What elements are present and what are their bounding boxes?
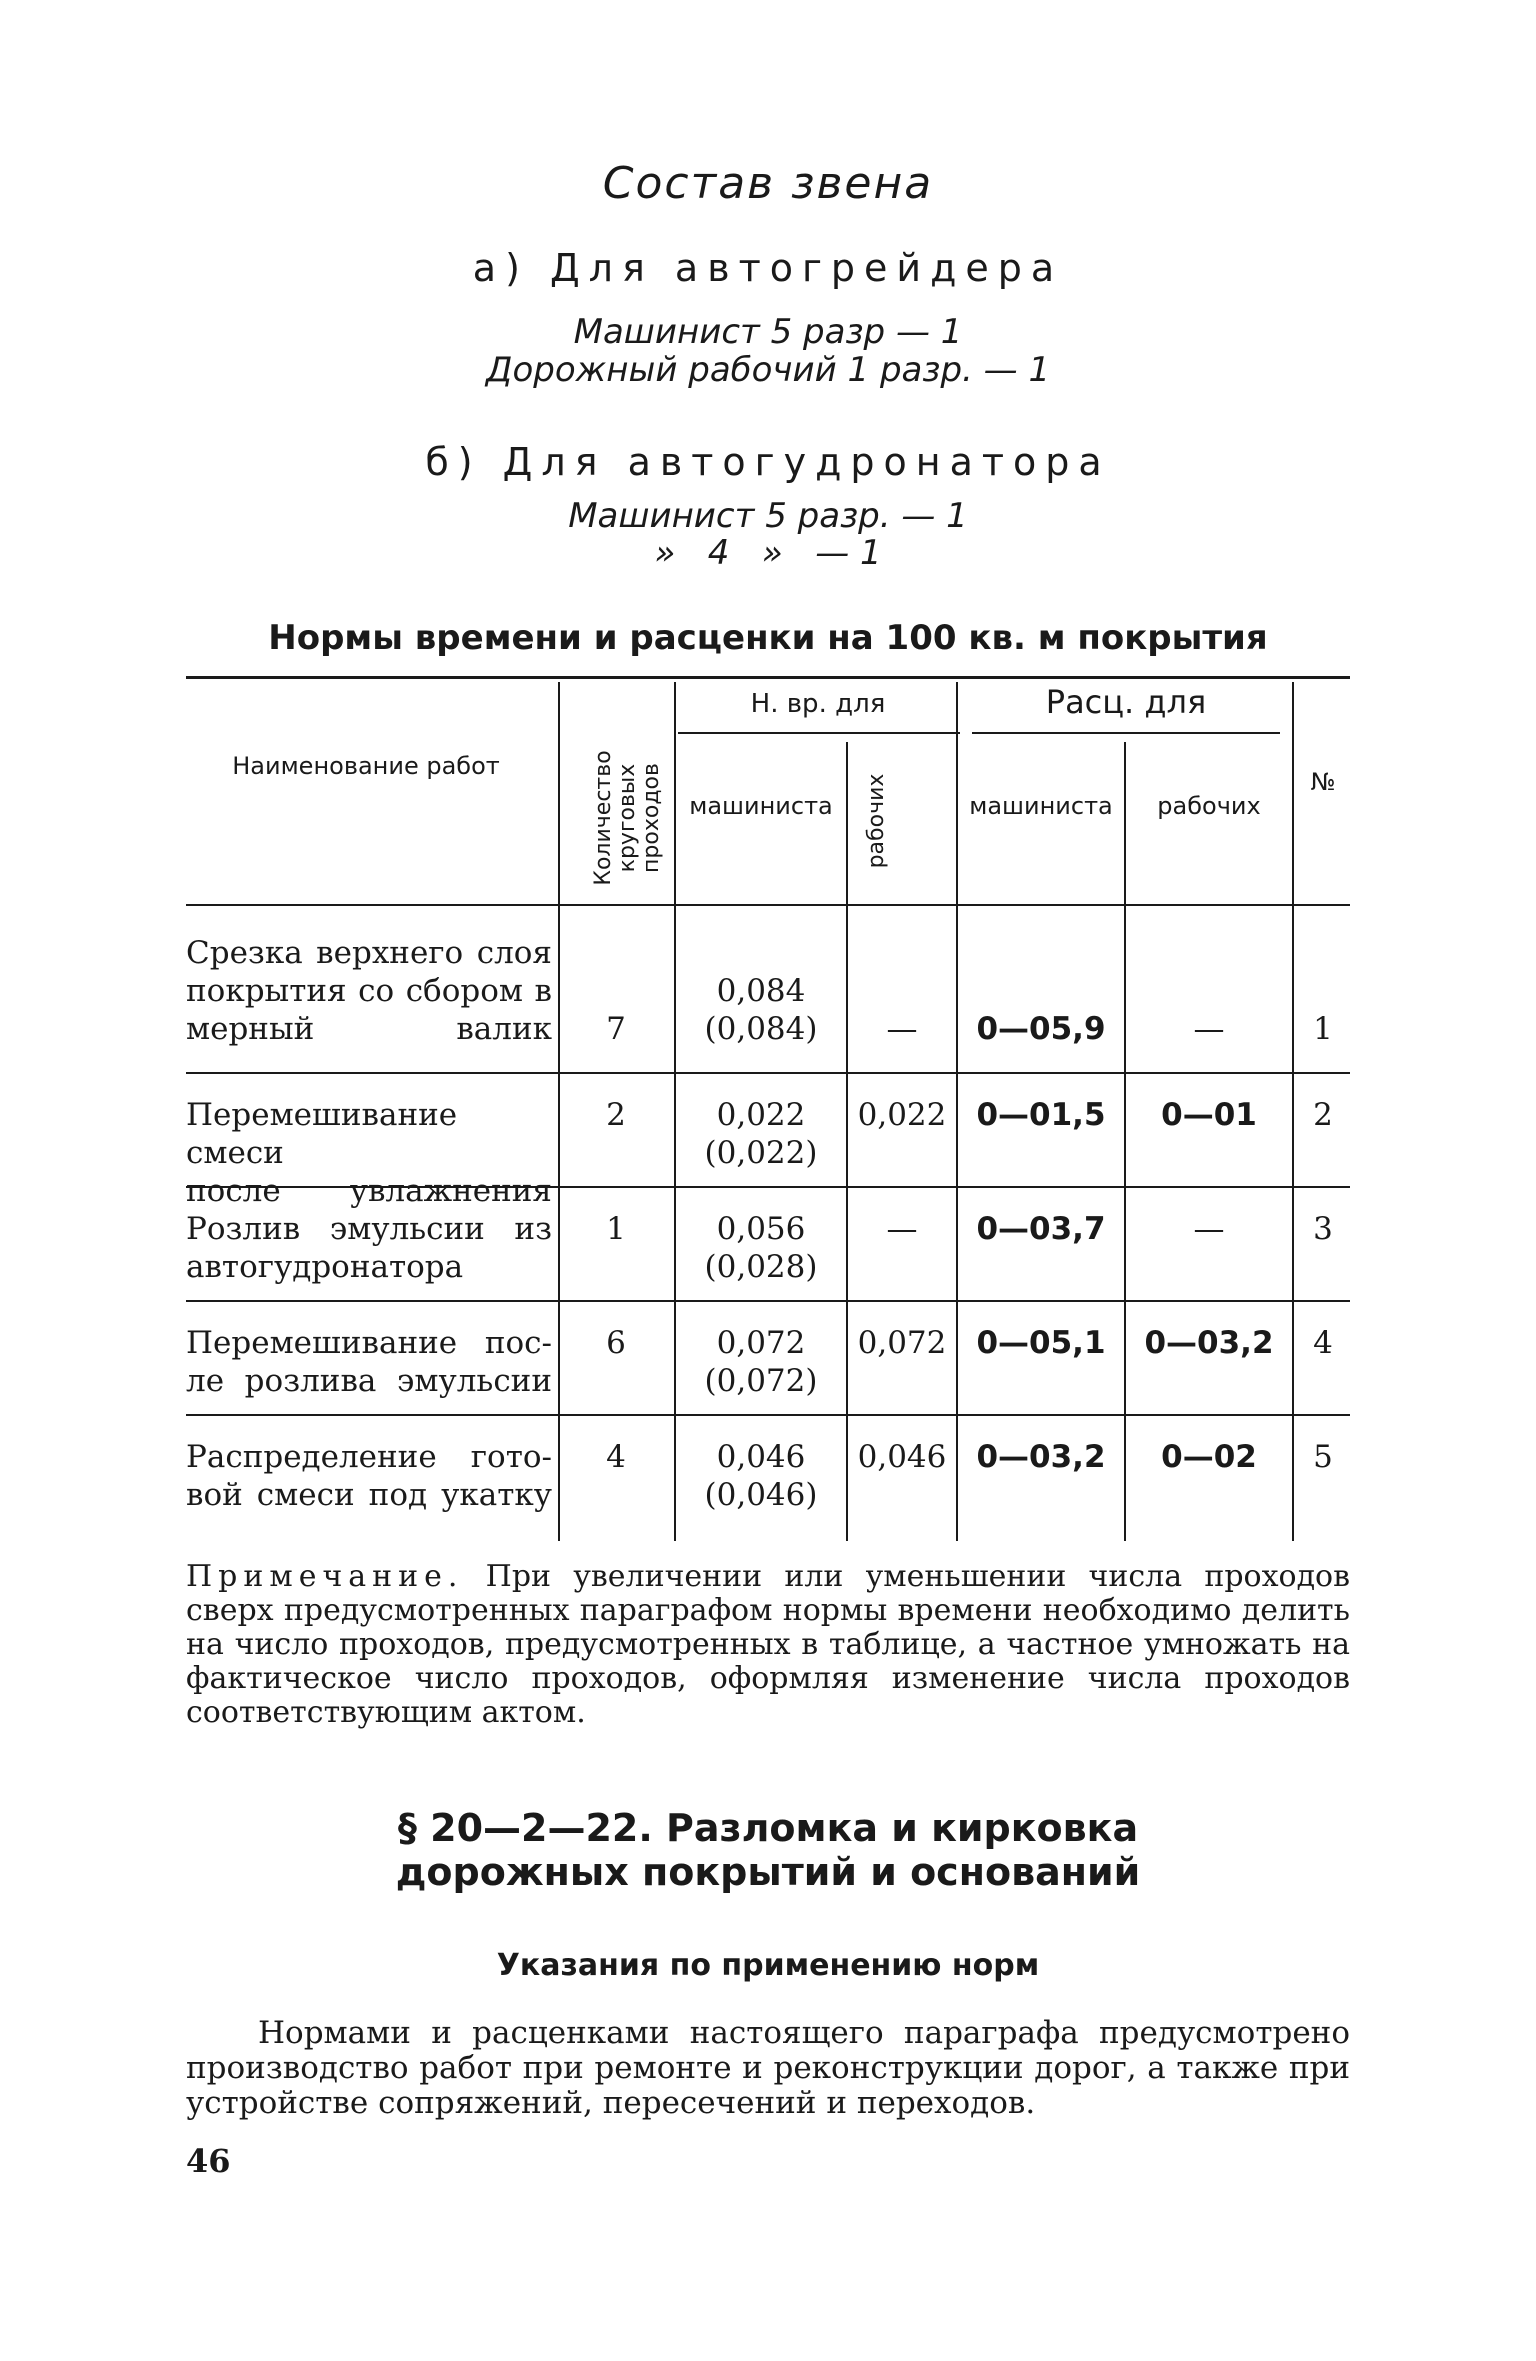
row-4-nvr-rab: 0,072 [857,1325,947,1361]
row-2-rasc-mash: 0—01,5 [976,1097,1106,1133]
crew-b-line: Машинист 5 разр. — 1 [568,496,968,536]
table-header-rule [186,904,1350,906]
row-2-nvr-rab: 0,022 [857,1097,947,1133]
col-rule [1292,682,1294,1541]
value-paren: (0,072) [704,1363,818,1399]
row-5-nvr-rab: 0,046 [857,1439,947,1475]
row-1-name [186,934,552,1048]
row-1-rasc-mash: 0—05,9 [976,1011,1106,1047]
header-nvr: Н. вр. для [750,689,886,719]
header-passes [578,706,664,930]
row-name-line: Розлив эмульсии из [186,1211,552,1247]
value-paren: (0,084) [704,1011,818,1047]
row-5-rasc-mash: 0—03,2 [976,1439,1106,1475]
header-nvr-mash: машиниста [689,792,833,820]
table-note [186,1560,1350,1730]
crew-b-title: б) Для автогудронатора [425,440,1111,484]
col-rule [674,682,676,1541]
crew-b-line: » 4 » — 1 [654,533,882,573]
row-3-name [186,1210,552,1286]
crew-a-title: а) Для автогрейдера [472,246,1064,290]
header-rasc-mash: машиниста [969,792,1113,820]
norms-table [186,676,1350,1541]
row-5-nvr-mash [678,1438,844,1514]
norms-table-title: Нормы времени и расценки на 100 кв. м покрытия [268,618,1268,658]
row-3-nvr-rab: — [886,1211,918,1247]
header-rasc: Расц. для [1045,683,1207,721]
row-name-line: мерный валик [186,1011,552,1047]
row-name-line: покрытия со сбором в [186,973,552,1009]
row-4-nvr-mash [678,1324,844,1400]
row-4-name [186,1324,552,1400]
col-rule [846,742,848,1541]
section-heading-line: дорожных покрытий и оснований [395,1850,1141,1894]
section-heading [0,1806,1536,1894]
row-3-no: 3 [1313,1211,1333,1247]
crew-a-line: Машинист 5 разр — 1 [573,312,963,352]
section-heading-line: § 20—2—22. Разломка и кирковка [397,1806,1139,1850]
row-5-name [186,1438,552,1514]
value-paren: (0,046) [704,1477,818,1513]
row-3-rasc-rab: — [1193,1211,1225,1247]
row-3-rasc-mash: 0—03,7 [976,1211,1106,1247]
note-label: Примечание. [186,1559,464,1594]
row-2-passes: 2 [606,1097,626,1133]
row-3-passes: 1 [606,1211,626,1247]
row-2-no: 2 [1313,1097,1333,1133]
value-paren: (0,028) [704,1249,818,1285]
value: 0,046 [716,1439,806,1475]
usage-title: Указания по применению норм [496,1948,1040,1983]
row-name-line: вой смеси под укатку [186,1477,552,1513]
row-name-line: Перемешивание пос- [186,1325,552,1361]
table-top-rule [186,676,1350,679]
row-4-no: 4 [1313,1325,1333,1361]
header-no: № [1310,768,1336,796]
row-5-no: 5 [1313,1439,1333,1475]
rasc-sub-rule [972,732,1280,734]
row-rule [186,1300,1350,1302]
row-1-nvr-rab: — [886,1011,918,1047]
row-name-line: после увлажнения [186,1173,552,1209]
row-3-nvr-mash [678,1210,844,1286]
row-name-line: ле розлива эмульсии [186,1363,552,1399]
row-name-line: автогудронатора [186,1249,464,1285]
row-1-nvr-mash [678,972,844,1048]
row-2-rasc-rab: 0—01 [1161,1097,1257,1133]
value: 0,084 [716,973,806,1009]
row-2-name [186,1096,552,1210]
crew-a-line: Дорожный рабочий 1 разр. — 1 [485,350,1051,390]
col-rule [558,682,560,1541]
nvr-sub-rule [678,732,960,734]
col-rule [1124,742,1126,1541]
note-text: При увеличении или уменьшении числа проходов сверх предусмотренных параграфом нормы времени необходимо делить на число проходов, предусмотренных в таблице, а частное умножать на фактическое число проходов, оформляя изменение числа проходов соответствующим актом. [186,1559,1350,1730]
value: 0,022 [716,1097,806,1133]
row-1-no: 1 [1313,1011,1333,1047]
header-nvr-rab: рабочих [864,773,889,869]
page-number: 46 [186,2142,231,2180]
row-4-rasc-rab: 0—03,2 [1144,1325,1274,1361]
value: 0,056 [716,1211,806,1247]
value-paren: (0,022) [704,1135,818,1171]
row-2-nvr-mash [678,1096,844,1172]
col-rule [956,682,958,1541]
value: 0,072 [716,1325,806,1361]
row-5-passes: 4 [606,1439,626,1475]
header-name: Наименование работ [232,752,500,780]
row-name-line: Срезка верхнего слоя [186,935,552,971]
row-5-rasc-rab: 0—02 [1161,1439,1257,1475]
row-4-rasc-mash: 0—05,1 [976,1325,1106,1361]
header-passes-text: Количество круговых проходов [591,750,664,886]
row-name-line: Перемешивание смеси [186,1097,458,1171]
row-rule [186,1414,1350,1416]
crew-title: Состав звена [602,158,934,209]
row-1-passes: 7 [606,1011,626,1047]
row-rule [186,1072,1350,1074]
row-4-passes: 6 [606,1325,626,1361]
usage-body: Нормами и расценками настоящего параграфа предусмотрено производство работ при ремонте и реконструкции дорог, а также при устройстве сопряжений, пересечений и переходов. [186,2015,1350,2121]
row-1-rasc-rab: — [1193,1011,1225,1047]
header-rasc-rab: рабочих [1157,792,1261,820]
row-name-line: Распределение гото- [186,1439,552,1475]
